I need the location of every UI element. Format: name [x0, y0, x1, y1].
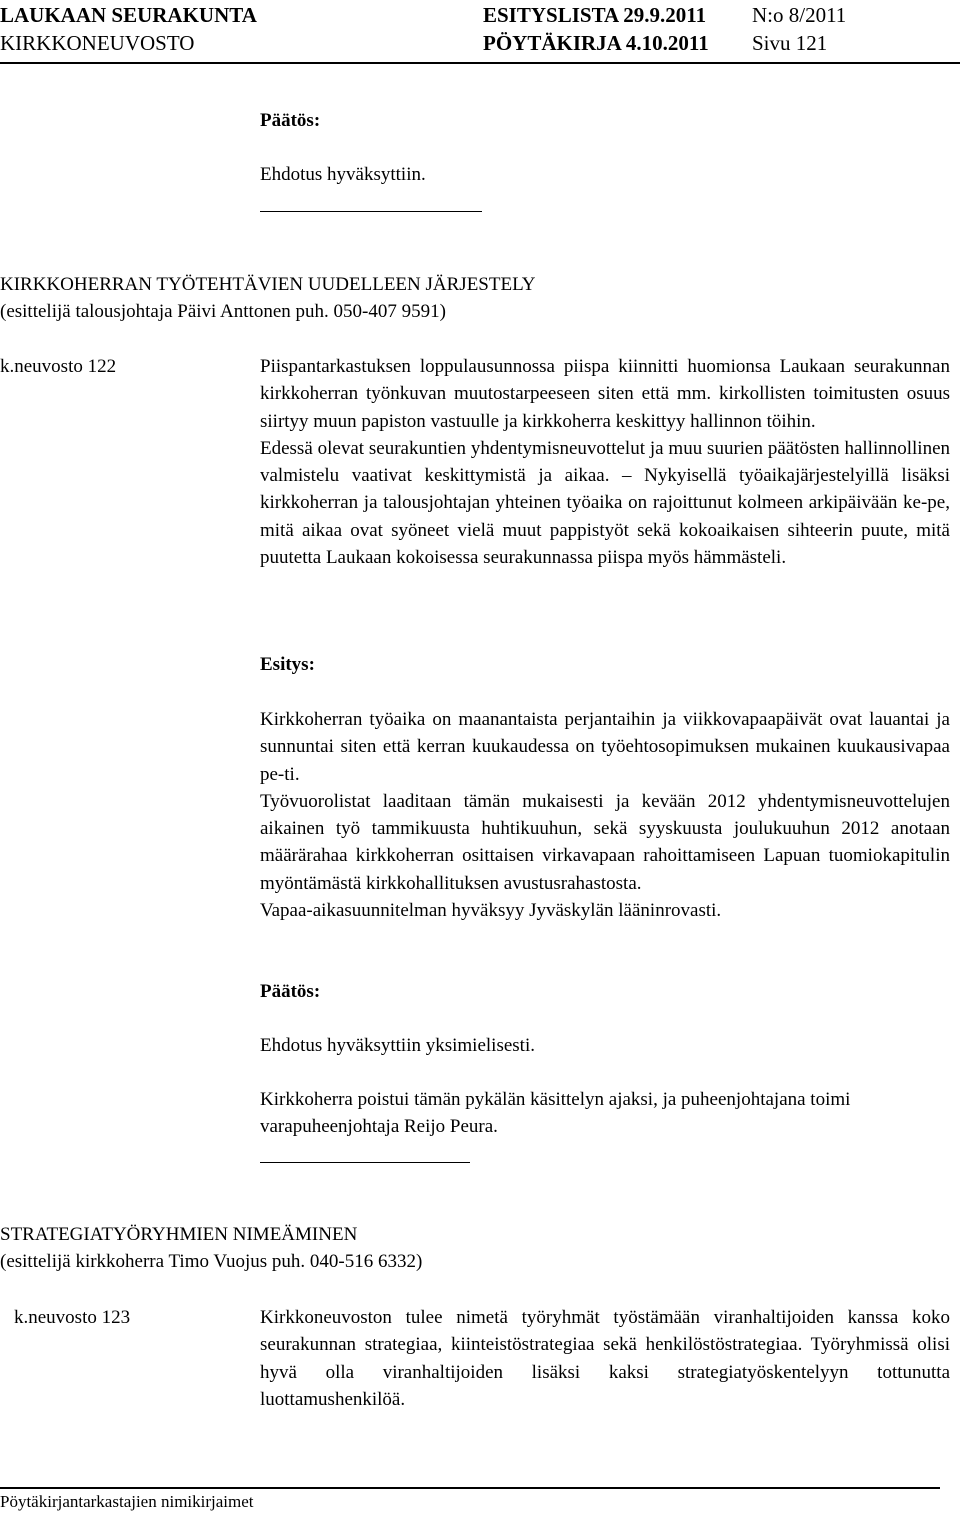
- header-agenda: ESITYSLISTA 29.9.2011: [483, 3, 707, 27]
- header-minutes: PÖYTÄKIRJA 4.10.2011: [483, 31, 709, 55]
- header-org: LAUKAAN SEURAKUNTA: [0, 3, 257, 27]
- section2-heading: [0, 1221, 700, 1275]
- section1-title: KIRKKOHERRAN TYÖTEHTÄVIEN UUDELLEEN JÄRJESTELY: [0, 274, 536, 295]
- section1-body: [260, 353, 950, 571]
- section1-presenter: (esittelijä talousjohtaja Päivi Anttonen puh. 050-407 9591): [0, 301, 446, 322]
- section1-ref: k.neuvosto 122: [0, 356, 117, 377]
- proposal-body: [260, 706, 950, 924]
- prev-decision-text: Ehdotus hyväksyttiin.: [260, 164, 426, 185]
- proposal-paragraph: Vapaa-aikasuunnitelman hyväksyy Jyväskylän lääninrovasti.: [260, 900, 722, 922]
- section1-paragraph: Edessä olevat seurakuntien yhdentymisneuvottelut ja muu suurien päätösten hallinnollinen valmistelu vaativat keskittymistä ja aikaa. – Nykyisellä työaikajärjestelyillä lisäksi kirkkoherran ja talousjohtajan yhteinen työaika on rajoittunut kolmeen arkipäivään ke-pe, mitä aikaa ovat syöneet vielä muut pappistyöt sekä kokoaikaisen sihteerin puute, mitä puutetta Laukaan kokoisessa seurakunnassa piispa myös hämmästeli.: [260, 437, 950, 569]
- section1-heading: [0, 271, 700, 325]
- section-divider: [260, 1162, 470, 1163]
- prev-decision-label: Päätös:: [260, 110, 321, 131]
- section1-paragraph: Piispantarkastuksen loppulausunnossa piispa kiinnitti huomionsa Laukaan seurakunnan kirkkoherran työnkuvan muutostarpeeseen siten että mm. kirkollisten toimitusten osuus siirtyy muun papiston vastuulle ja kirkkoherra keskittyy hallinnon töihin.: [260, 356, 950, 432]
- section2-body: Kirkkoneuvoston tulee nimetä työryhmät työstämään viranhaltijoiden kanssa koko seurakunnan strategiaa, kiinteistöstrategiaa sekä henkilöstöstrategiaa. Työryhmissä olisi hyvä olla viranhaltijoiden lisäksi kaksi strategiatyöskentelyyn tottunutta luottamushenkilöä.: [260, 1307, 950, 1410]
- section2-ref: k.neuvosto 123: [14, 1307, 131, 1328]
- decision-text: Ehdotus hyväksyttiin yksimielisesti.: [260, 1035, 535, 1056]
- header-number: N:o 8/2011: [752, 3, 847, 27]
- header-body: KIRKKONEUVOSTO: [0, 31, 195, 55]
- header-row-1: [0, 2, 960, 32]
- footer-rule: [0, 1487, 940, 1489]
- decision-note: Kirkkoherra poistui tämän pykälän käsittelyn ajaksi, ja puheenjohtajana toimi varapuheenjohtaja Reijo Peura.: [260, 1089, 851, 1138]
- header-page-number: Sivu 121: [752, 31, 828, 55]
- header-row-2: [0, 30, 960, 60]
- section-divider: [260, 211, 482, 212]
- page-header: [0, 0, 960, 64]
- section2-presenter: (esittelijä kirkkoherra Timo Vuojus puh. 040-516 6332): [0, 1251, 423, 1272]
- section2-title: STRATEGIATYÖRYHMIEN NIMEÄMINEN: [0, 1224, 358, 1245]
- proposal-label: Esitys:: [260, 654, 315, 675]
- footer-signatures: Pöytäkirjantarkastajien nimikirjaimet: [0, 1492, 254, 1511]
- proposal-paragraph: Kirkkoherran työaika on maanantaista perjantaihin ja viikkovapaapäivät ovat lauantai ja sunnuntai siten että kerran kuukaudessa on työehtosopimuksen mukainen kuukausivapaa pe-ti.: [260, 709, 950, 785]
- decision-label: Päätös:: [260, 981, 321, 1002]
- proposal-paragraph: Työvuorolistat laaditaan tämän mukaisesti ja kevään 2012 yhdentymisneuvottelujen aikainen työ tammikuusta huhtikuuhun, sekä syyskuusta joulukuuhun 2012 anotaan määrärahaa kirkkoherran osittaisen virkavapaan rahoittamiseen Lapuan tuomiokapitulin myöntämästä kirkkohallituksen avustusrahastosta.: [260, 790, 950, 894]
